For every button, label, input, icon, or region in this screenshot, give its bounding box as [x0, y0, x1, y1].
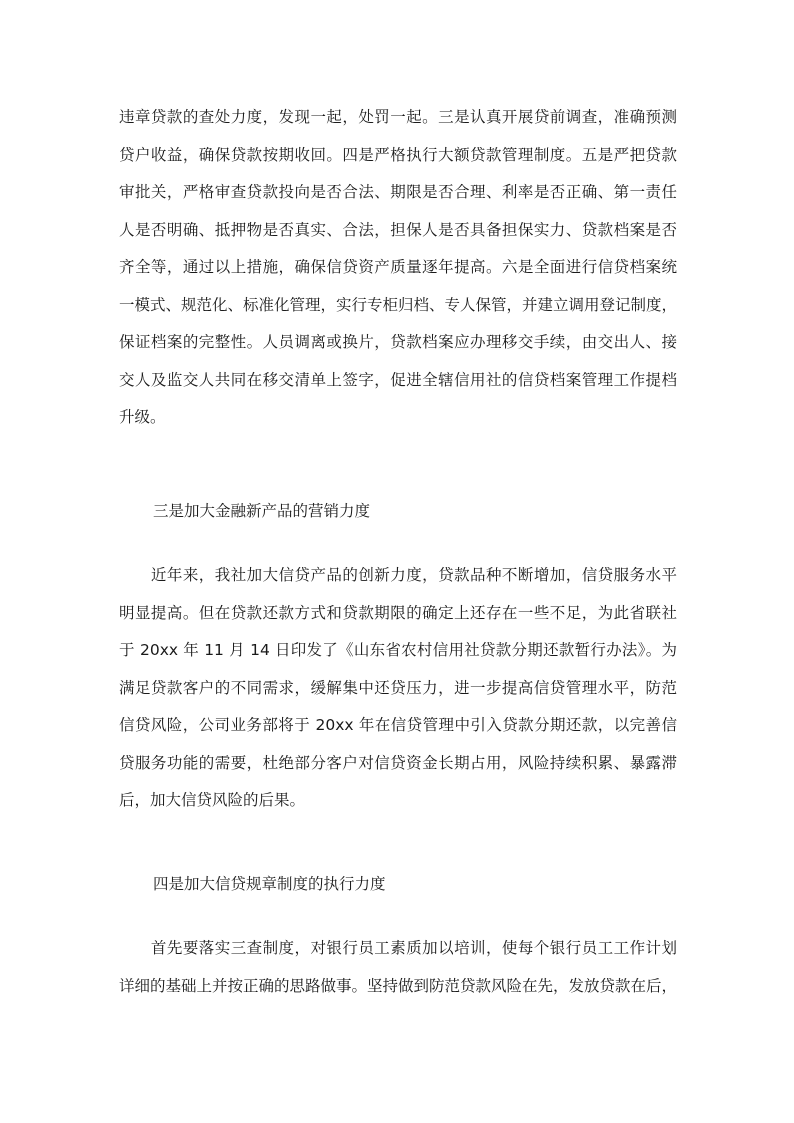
paragraph-line: 信贷风险，公司业务部将于 20xx 年在信贷管理中引入贷款分期还款，以完善信 — [119, 716, 677, 734]
section-heading-3: 三是加大金融新产品的营销力度 — [153, 502, 371, 520]
paragraph-line: 违章贷款的查处力度，发现一起，处罚一起。三是认真开展贷前调查，准确预测 — [119, 108, 677, 126]
paragraph-new-products — [119, 557, 677, 820]
paragraph-line: 于 20xx 年 11 月 14 日印发了《山东省农村信用社贷款分期还款暂行办法》。为 — [119, 641, 677, 659]
paragraph-line: 交人及监交人共同在移交清单上签字，促进全辖信用社的信贷档案管理工作提档 — [119, 370, 677, 389]
paragraph-line: 近年来，我社加大信贷产品的创新力度，贷款品种不断增加，信贷服务水平 — [119, 566, 677, 584]
paragraph-line: 首先要落实三查制度，对银行员工素质加以培训，使每个银行员工工作计划 — [119, 939, 677, 957]
paragraph-line: 贷户收益，确保贷款按期收回。四是严格执行大额贷款管理制度。五是严把贷款 — [119, 145, 677, 164]
paragraph-line: 贷服务功能的需要，杜绝部分客户对信贷资金长期占用，风险持续积累、暴露滞 — [119, 753, 677, 772]
paragraph-line: 齐全等，通过以上措施，确保信贷资产质量逐年提高。六是全面进行信贷档案统 — [119, 258, 677, 276]
paragraph-line: 一模式、规范化、标准化管理，实行专柜归档、专人保管，并建立调用登记制度， — [119, 295, 678, 314]
paragraph-line: 满足贷款客户的不同需求，缓解集中还贷压力，进一步提高信贷管理水平，防范 — [119, 678, 677, 697]
section-heading-4: 四是加大信贷规章制度的执行力度 — [153, 875, 386, 893]
paragraph-line: 后，加大信贷风险的后果。 — [119, 791, 306, 809]
paragraph-loan-management — [119, 99, 677, 437]
paragraph-line: 审批关，严格审查贷款投向是否合法、期限是否合理、利率是否正确、第一责任 — [119, 183, 677, 201]
paragraph-line: 人是否明确、抵押物是否真实、合法，担保人是否具备担保实力、贷款档案是否 — [119, 220, 677, 239]
paragraph-line: 明显提高。但在贷款还款方式和贷款期限的确定上还存在一些不足，为此省联社 — [119, 603, 677, 622]
paragraph-regulations — [119, 930, 677, 1005]
paragraph-line: 保证档案的完整性。人员调离或换片，贷款档案应办理移交手续，由交出人、接 — [119, 333, 677, 351]
paragraph-line: 升级。 — [119, 408, 166, 426]
paragraph-line: 详细的基础上并按正确的思路做事。坚持做到防范贷款风险在先，发放贷款在后， — [119, 976, 678, 995]
